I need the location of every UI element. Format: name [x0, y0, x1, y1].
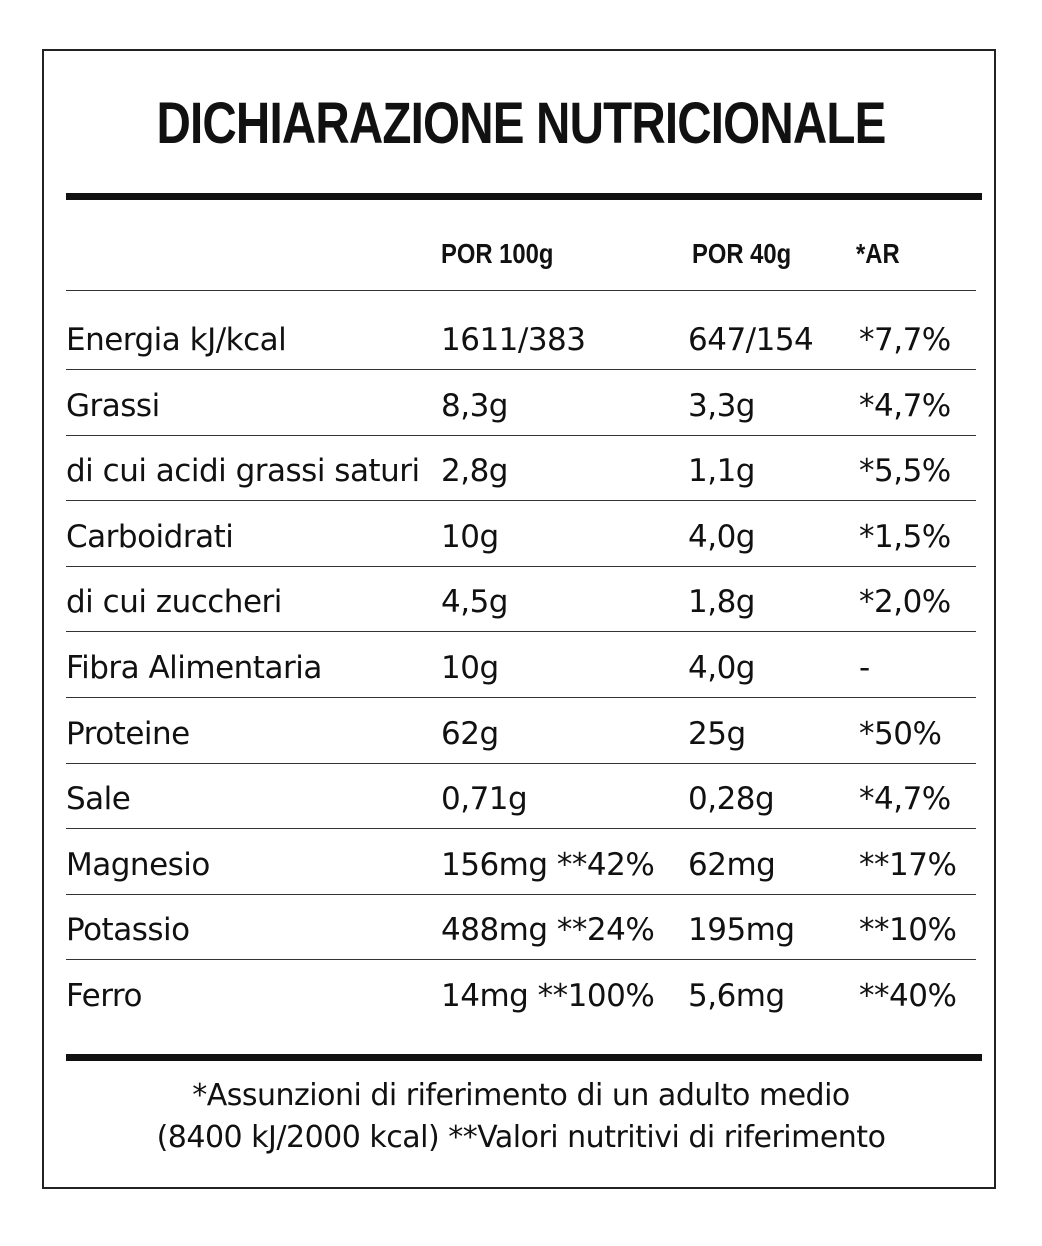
row-divider — [66, 959, 976, 960]
value-per-100g: 4,5g — [441, 584, 508, 620]
value-ar: **10% — [859, 912, 957, 948]
value-per-100g: 10g — [441, 650, 499, 686]
row-divider — [66, 369, 976, 370]
value-ar: **17% — [859, 847, 957, 883]
value-per-100g: 0,71g — [441, 781, 528, 817]
value-ar: *1,5% — [859, 519, 951, 555]
nutrient-name: di cui acidi grassi saturi — [66, 453, 420, 489]
value-per-40g: 1,1g — [688, 453, 755, 489]
value-per-40g: 3,3g — [688, 388, 755, 424]
nutrient-name: Magnesio — [66, 847, 210, 883]
value-per-100g: 8,3g — [441, 388, 508, 424]
row-divider — [66, 828, 976, 829]
footnote-line-1: *Assunzioni di riferimento di un adulto medio — [192, 1078, 850, 1113]
value-per-100g: 1611/383 — [441, 322, 586, 358]
value-per-100g: 10g — [441, 519, 499, 555]
nutrient-name: Carboidrati — [66, 519, 234, 555]
top-thick-rule — [66, 193, 982, 200]
value-ar: *4,7% — [859, 781, 951, 817]
value-per-40g: 4,0g — [688, 650, 755, 686]
nutrient-name: Potassio — [66, 912, 190, 948]
value-per-100g: 156mg **42% — [441, 847, 655, 883]
page-title: DICHIARAZIONE NUTRICIONALE — [156, 91, 886, 156]
value-per-100g: 62g — [441, 716, 499, 752]
value-ar: *2,0% — [859, 584, 951, 620]
nutrient-name: di cui zuccheri — [66, 584, 282, 620]
value-per-40g: 5,6mg — [688, 978, 785, 1014]
value-ar: **40% — [859, 978, 957, 1014]
nutrient-name: Ferro — [66, 978, 142, 1014]
value-per-40g: 195mg — [688, 912, 795, 948]
row-divider — [66, 500, 976, 501]
nutrient-name: Grassi — [66, 388, 160, 424]
row-divider — [66, 435, 976, 436]
value-per-40g: 4,0g — [688, 519, 755, 555]
row-divider — [66, 566, 976, 567]
nutrient-name: Sale — [66, 781, 131, 817]
value-per-40g: 1,8g — [688, 584, 755, 620]
row-divider — [66, 763, 976, 764]
row-divider — [66, 894, 976, 895]
value-per-100g: 14mg **100% — [441, 978, 655, 1014]
row-divider — [66, 631, 976, 632]
value-per-40g: 62mg — [688, 847, 776, 883]
value-ar: - — [859, 650, 870, 686]
header-divider — [66, 290, 976, 291]
value-per-100g: 488mg **24% — [441, 912, 655, 948]
value-per-40g: 647/154 — [688, 322, 814, 358]
nutrient-name: Fibra Alimentaria — [66, 650, 322, 686]
row-divider — [66, 697, 976, 698]
value-ar: *50% — [859, 716, 942, 752]
nutrient-name: Proteine — [66, 716, 190, 752]
value-ar: *4,7% — [859, 388, 951, 424]
bottom-thick-rule — [66, 1054, 982, 1061]
header-ar: *AR — [856, 238, 900, 269]
value-ar: *7,7% — [859, 322, 951, 358]
footnote-line-2: (8400 kJ/2000 kcal) **Valori nutritivi di riferimento — [156, 1120, 886, 1155]
header-per-100g: POR 100g — [441, 238, 554, 269]
value-per-40g: 25g — [688, 716, 746, 752]
value-per-100g: 2,8g — [441, 453, 508, 489]
value-ar: *5,5% — [859, 453, 951, 489]
value-per-40g: 0,28g — [688, 781, 775, 817]
nutrient-name: Energia kJ/kcal — [66, 322, 287, 358]
header-per-40g: POR 40g — [692, 238, 792, 269]
